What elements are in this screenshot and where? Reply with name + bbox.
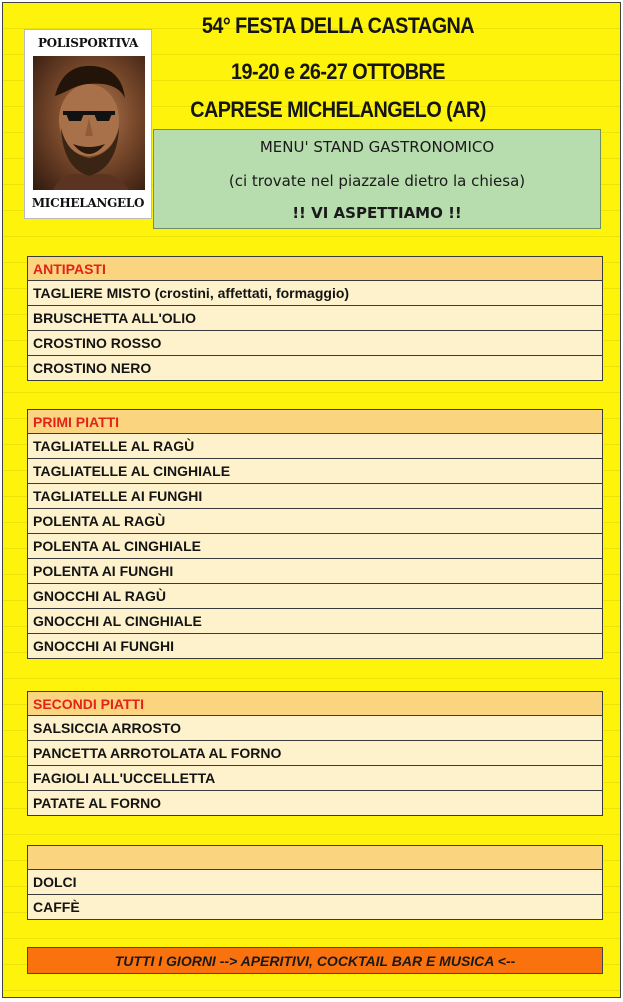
event-title: 54° FESTA DELLA CASTAGNA <box>201 13 475 38</box>
section-title <box>27 845 603 870</box>
event-location: CAPRESE MICHELANGELO (AR) <box>190 97 486 122</box>
menu-item: TAGLIERE MISTO (crostini, affettati, formaggio) <box>27 281 603 306</box>
menu-item: GNOCCHI AI FUNGHI <box>27 634 603 659</box>
menu-item: GNOCCHI AL CINGHIALE <box>27 609 603 634</box>
menu-item: TAGLIATELLE AI FUNGHI <box>27 484 603 509</box>
menu-item: POLENTA AL RAGÙ <box>27 509 603 534</box>
menu-item: PATATE AL FORNO <box>27 791 603 816</box>
location-note: (ci trovate nel piazzale dietro la chiesa) <box>228 172 526 190</box>
section-primi-piatti <box>27 409 603 659</box>
event-dates: 19-20 e 26-27 OTTOBRE <box>231 59 445 84</box>
menu-item: DOLCI <box>27 870 603 895</box>
menu-item: GNOCCHI AL RAGÙ <box>27 584 603 609</box>
logo-bottom-text: MICHELANGELO <box>31 196 145 210</box>
section-secondi-piatti <box>27 691 603 816</box>
menu-sheet <box>2 2 621 998</box>
menu-item: TAGLIATELLE AL CINGHIALE <box>27 459 603 484</box>
section-dolci <box>27 845 603 920</box>
logo-top-text: POLISPORTIVA <box>37 36 139 50</box>
section-antipasti <box>27 256 603 381</box>
menu-item: POLENTA AI FUNGHI <box>27 559 603 584</box>
section-title: SECONDI PIATTI <box>27 691 603 716</box>
menu-item: BRUSCHETTA ALL'OLIO <box>27 306 603 331</box>
menu-item: SALSICCIA ARROSTO <box>27 716 603 741</box>
menu-item: POLENTA AL CINGHIALE <box>27 534 603 559</box>
menu-item: CAFFÈ <box>27 895 603 920</box>
welcome-note: !! VI ASPETTIAMO !! <box>292 204 462 222</box>
menu-heading: MENU' STAND GASTRONOMICO <box>259 138 495 156</box>
menu-item: CROSTINO ROSSO <box>27 331 603 356</box>
section-title: ANTIPASTI <box>27 256 603 281</box>
footer-banner: TUTTI I GIORNI --> APERITIVI, COCKTAIL BAR E MUSICA <-- <box>27 947 603 974</box>
menu-item: PANCETTA ARROTOLATA AL FORNO <box>27 741 603 766</box>
michelangelo-portrait-icon <box>33 56 145 190</box>
info-box <box>153 129 601 229</box>
section-title: PRIMI PIATTI <box>27 409 603 434</box>
menu-item: TAGLIATELLE AL RAGÙ <box>27 434 603 459</box>
menu-item: CROSTINO NERO <box>27 356 603 381</box>
menu-item: FAGIOLI ALL'UCCELLETTA <box>27 766 603 791</box>
club-logo <box>24 29 152 219</box>
